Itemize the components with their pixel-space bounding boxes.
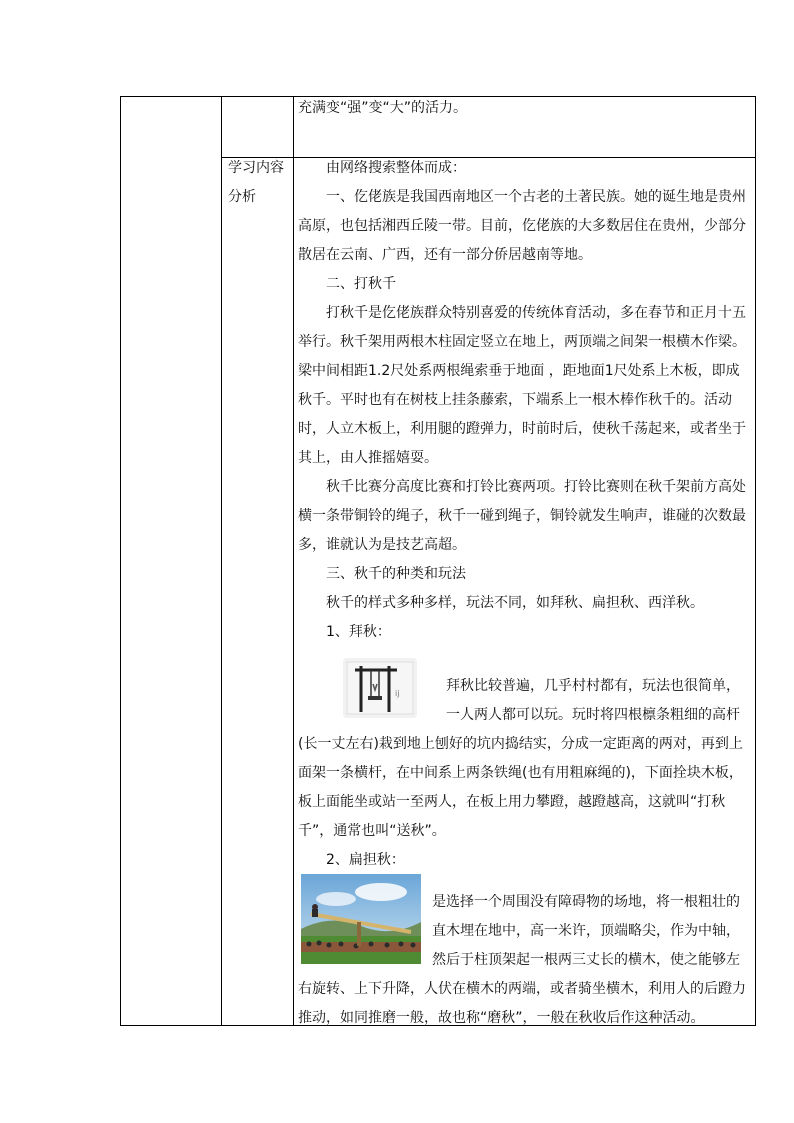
biandanqiu-description: 右旋转、上下升降，人伏在横木的两端，或者骑坐横木，利用人的后蹬力推动，如同推磨一般，故也称“磨秋”，一般在秋收后作这种活动。 xyxy=(298,981,746,1026)
row2-content xyxy=(298,154,750,647)
biandanqiu-line-1: 是选择一个周围没有障碍物的场地，将一根粗壮的 xyxy=(432,894,740,910)
baiqiu-line-1: 拜秋比较普遍，几乎村村都有，玩法也很简单， xyxy=(446,678,740,694)
biandanqiu-text-wrapped xyxy=(432,888,752,975)
row-label-learning-content xyxy=(228,154,292,212)
row1-content xyxy=(298,94,750,123)
row1-text: 充满变“强”变“大”的活力。 xyxy=(298,100,468,116)
label-line-1: 学习内容 xyxy=(228,160,284,176)
column-divider-1 xyxy=(221,97,222,1025)
subheading-biandanqiu: 2、扁担秋： xyxy=(326,852,405,868)
baiqiu-text-wrapped xyxy=(446,672,750,730)
intro-line: 由网络搜索整体而成： xyxy=(326,160,466,176)
heading-swing: 二、打秋千 xyxy=(326,276,396,292)
paragraph-swing-intro: 打秋千是仡佬族群众特别喜爱的传统体育活动，多在春节和正月十五举行。秋千架用两根木柱固定竖立在地上，两顶端之间架一根横木作梁。梁中间相距1.2尺处系两根绳索垂于地面 ，距地面1尺处系上木板，即成秋千。平时也有在树枝上挂条藤索，下端系上一根木棒作秋千的。活动时，人立木板上，利用腿的蹬弹力，时前时后，使秋千荡起来，或者坐于其上，由人推摇嬉耍。 xyxy=(298,305,746,466)
baiqiu-text-continued xyxy=(298,730,750,875)
column-divider-2 xyxy=(293,97,294,1025)
biandanqiu-text-continued xyxy=(298,975,750,1033)
baiqiu-line-2: 一人两人都可以玩。玩时将四根檩条粗细的高杆 xyxy=(446,707,740,723)
baiqiu-description: (长一丈左右)栽到地上刨好的坑内捣结实，分成一定距离的两对，再到上面架一条横杆，在中间系上两条铁绳(也有用粗麻绳的)，下面拴块木板，板上面能坐或站一至两人，在板上用力攀蹬，越蹬越高，这就叫“打秋千”，通常也叫“送秋”。 xyxy=(298,736,743,839)
heading-types: 三、秋千的种类和玩法 xyxy=(326,566,466,582)
paragraph-origin: 一、仡佬族是我国西南地区一个古老的土著民族。她的诞生地是贵州高原，也包括湘西丘陵一带。目前，仡佬族的大多数居住在贵州，少部分散居在云南、广西，还有一部分侨居越南等地。 xyxy=(298,189,746,263)
paragraph-competition: 秋千比赛分高度比赛和打铃比赛两项。打铃比赛则在秋千架前方高处横一条带铜铃的绳子，秋千一碰到绳子，铜铃就发生响声，谁碰的次数最多，谁就认为是技艺高超。 xyxy=(298,479,746,553)
label-line-2: 分析 xyxy=(228,189,256,205)
biandanqiu-line-3: 然后于柱顶架起一根两三丈长的横木，使之能够左 xyxy=(432,952,740,968)
biandanqiu-line-2: 直木埋在地中，高一米许，顶端略尖，作为中轴， xyxy=(432,923,740,939)
swing-frame-icon xyxy=(343,658,417,718)
svg-text:ij: ij xyxy=(395,689,400,698)
festival-swing-photo-icon xyxy=(301,874,421,964)
paragraph-types: 秋千的样式多种多样，玩法不同，如拜秋、扁担秋、西洋秋。 xyxy=(326,595,704,611)
subheading-baiqiu: 1、拜秋： xyxy=(326,624,391,640)
biandanqiu-photo xyxy=(301,874,421,964)
baiqiu-illustration xyxy=(343,658,417,718)
